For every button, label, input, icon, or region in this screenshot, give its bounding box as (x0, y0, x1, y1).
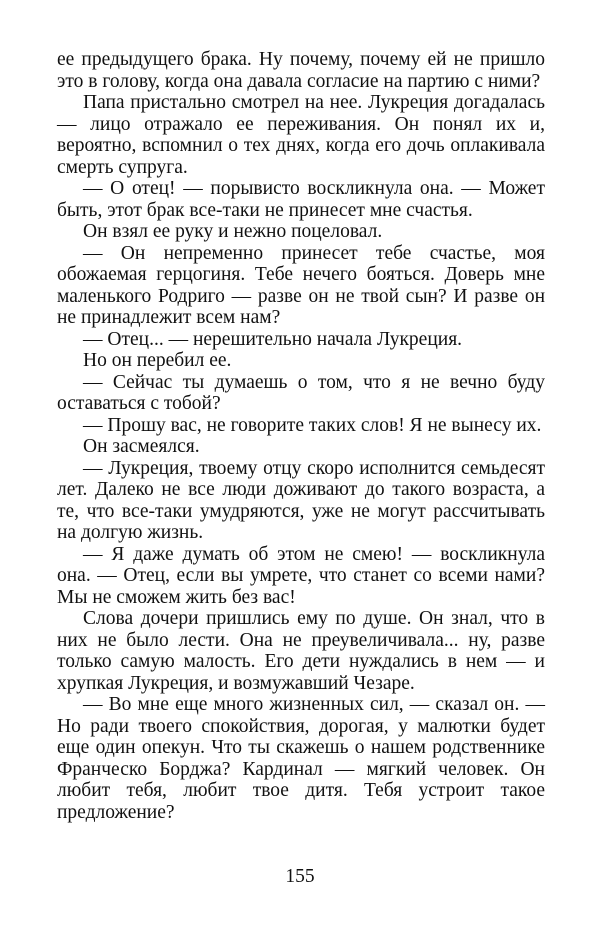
paragraph: — Во мне еще много жизненных сил, — сказал он. — Но ради твоего спокойствия, дорогая, у малютки будет еще один опекун. Что ты скажешь о нашем родственнике Франческо Борджа? Кардинал — мягкий человек. Он любит тебя, любит твое дитя. Тебя устроит такое предложение? (57, 694, 545, 823)
paragraph: — Сейчас ты думаешь о том, что я не вечно буду оставаться с тобой? (57, 371, 545, 414)
paragraph: Он засмеялся. (83, 436, 200, 457)
paragraph: — Лукреция, твоему отцу скоро исполнится семьдесят лет. Далеко не все люди доживают до такого возраста, а те, что все-таки умудряются, уже не могут рассчитывать на долгую жизнь. (57, 457, 545, 543)
page-number: 155 (285, 866, 315, 887)
paragraph: Слова дочери пришлись ему по душе. Он знал, что в них не было лести. Она не преувеличивала... ну, разве только самую малость. Его дети нуждались в нем — и хрупкая Лукреция, и возмужавший Чезаре. (57, 608, 545, 694)
paragraph: — Отец... — нерешительно начала Лукреция. (83, 328, 463, 350)
paragraph: Он взял ее руку и нежно поцеловал. (83, 221, 383, 242)
paragraph: — Он непременно принесет тебе счастье, моя обожаемая герцогиня. Тебе нечего бояться. Доверь мне маленького Родриго — разве он не твой сын? И разве он не принадлежит всем нам? (57, 242, 545, 328)
paragraph: Но он перебил ее. (83, 350, 232, 371)
paragraph: Папа пристально смотрел на нее. Лукреция догадалась — лицо отражало ее переживания. Он понял их и, вероятно, вспомнил о тех днях, когда его дочь оплакивала смерть супруга. (57, 92, 545, 178)
paragraph: ее предыдущего брака. Ну почему, почему ей не пришло это в голову, когда она давала согласие на партию с ними? (57, 49, 545, 92)
paragraph: — Прошу вас, не говорите таких слов! Я не вынесу их. (83, 414, 542, 436)
body-text (57, 49, 545, 823)
paragraph: — Я даже думать об этом не смею! — воскликнула она. — Отец, если вы умрете, что станет со всеми нами? Мы не сможем жить без вас! (57, 543, 545, 608)
paragraph: — О отец! — порывисто воскликнула она. — Может быть, этот брак все-таки не принесет мне счастья. (57, 178, 545, 221)
